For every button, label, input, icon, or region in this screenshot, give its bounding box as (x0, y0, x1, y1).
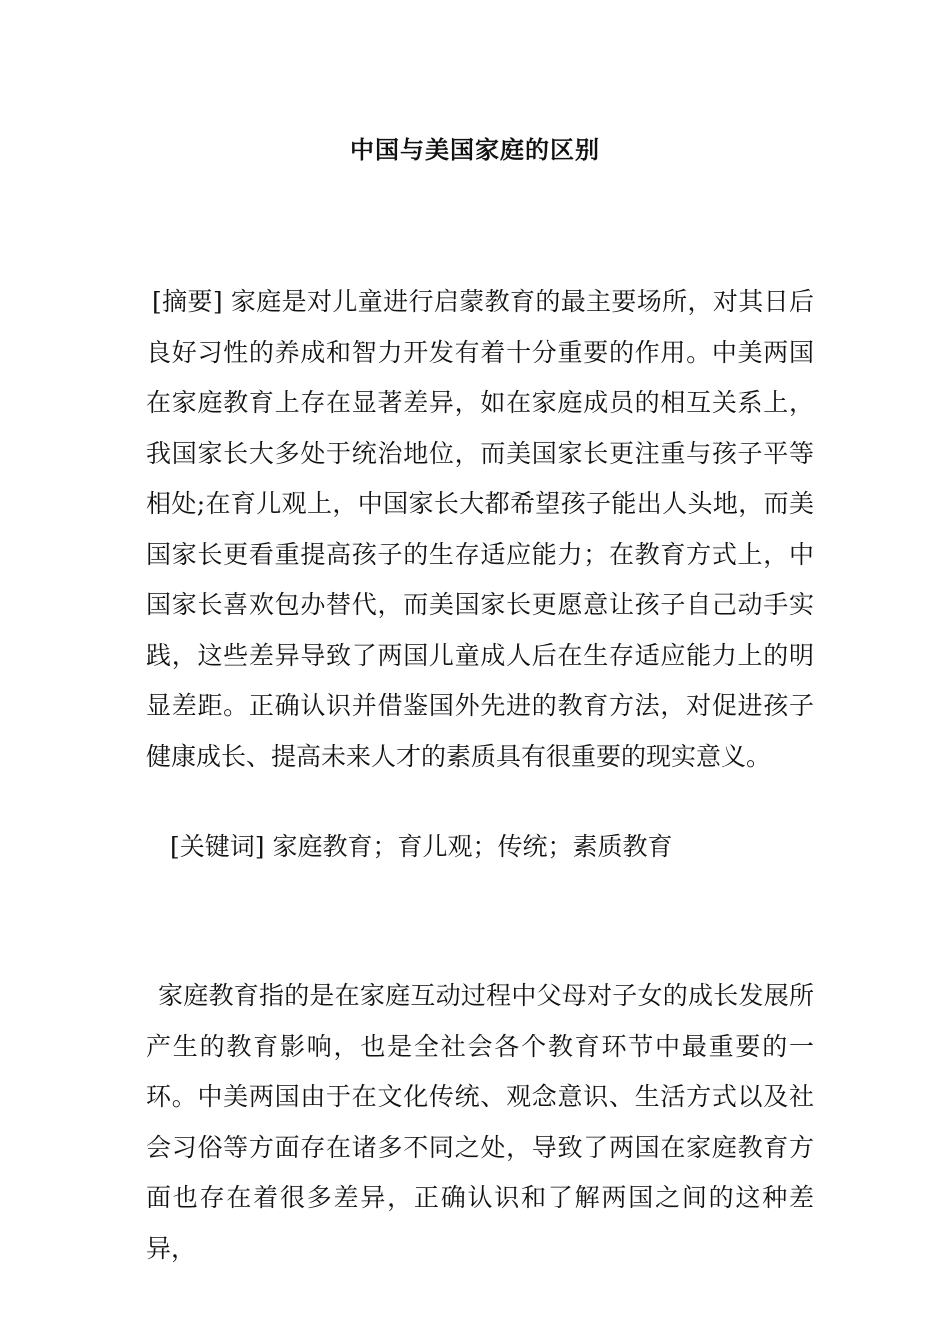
document-title: 中国与美国家庭的区别 (350, 135, 600, 164)
keywords-paragraph (146, 822, 814, 873)
keywords-label: [关键词] (170, 832, 265, 861)
abstract-paragraph (146, 277, 814, 782)
intro-paragraph: 家庭教育指的是在家庭互动过程中父母对子女的成长发展所产生的教育影响，也是全社会各个教育环节中最重要的一环。中美两国由于在文化传统、观念意识、生活方式以及社会习俗等方面存在诸多不同之处，导致了两国在家庭教育方面也存在着很多差异，正确认识和了解两国之间的这种差异， (146, 981, 814, 1263)
abstract-text: 家庭是对儿童进行启蒙教育的最主要场所，对其日后良好习性的养成和智力开发有着十分重要的作用。中美两国在家庭教育上存在显著差异，如在家庭成员的相互关系上，我国家长大多处于统治地位，而美国家长更注重与孩子平等相处;在育儿观上，中国家长大都希望孩子能出人头地，而美国家长更看重提高孩子的生存适应能力；在教育方式上，中国家长喜欢包办替代，而美国家长更愿意让孩子自己动手实践，这些差异导致了两国儿童成人后在生存适应能力上的明显差距。正确认识并借鉴国外先进的教育方法，对促进孩子健康成长、提高未来人才的素质具有很重要的现实意义。 (146, 287, 814, 771)
abstract-label: [摘要] (152, 287, 223, 316)
keywords-text: 家庭教育；育儿观；传统；素质教育 (264, 832, 673, 861)
